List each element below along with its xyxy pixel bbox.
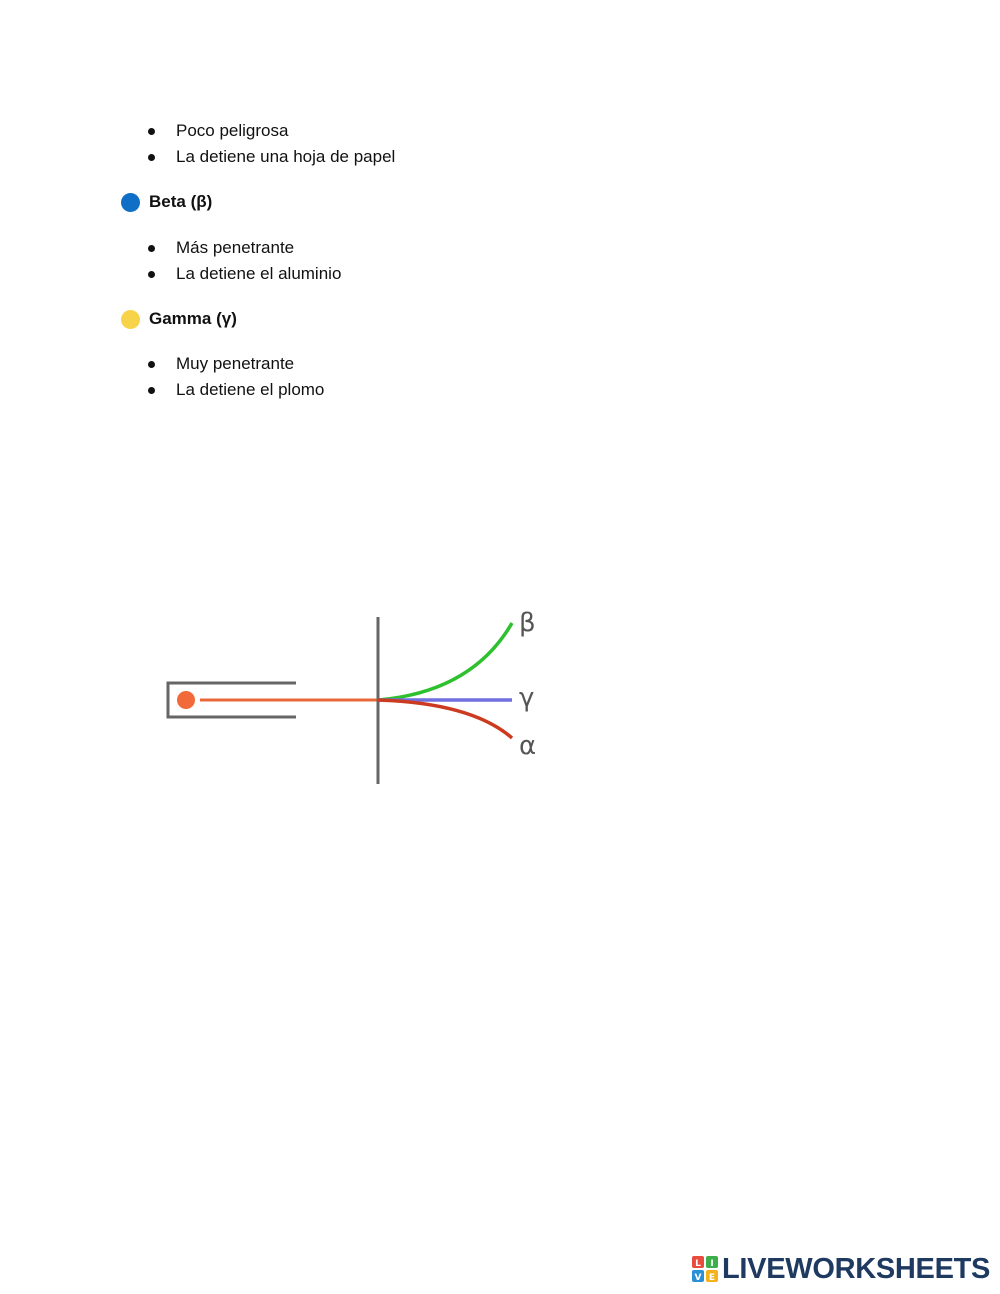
gamma-title: Gamma (γ) <box>149 309 237 328</box>
gamma-heading <box>121 308 237 330</box>
radiation-deflection-diagram <box>150 600 570 800</box>
yellow-dot-icon <box>121 310 140 329</box>
alpha-trajectory <box>378 700 512 738</box>
alpha-properties-list <box>148 118 395 169</box>
list-item: La detiene el aluminio <box>148 261 341 287</box>
radioactive-source <box>177 691 195 709</box>
logo-tile-letter: I <box>710 1259 714 1269</box>
gamma-label: γ <box>519 683 535 713</box>
list-item: La detiene una hoja de papel <box>148 144 395 170</box>
list-item: La detiene el plomo <box>148 377 324 403</box>
beta-properties-list <box>148 235 341 286</box>
logo-tile-letter: L <box>695 1259 701 1269</box>
beta-label: β <box>519 608 536 638</box>
liveworksheets-logo <box>692 1254 990 1284</box>
alpha-label: α <box>519 731 537 761</box>
list-item: Muy penetrante <box>148 351 324 377</box>
liveworksheets-logo-icon <box>692 1256 718 1282</box>
beta-title: Beta (β) <box>149 192 213 211</box>
logo-wordmark: LIVEWORKSHEETS <box>722 1252 991 1285</box>
logo-tile-letter: E <box>708 1273 716 1282</box>
beta-heading <box>121 191 212 213</box>
blue-dot-icon <box>121 193 140 212</box>
logo-tile-letter: V <box>694 1273 702 1282</box>
list-item: Poco peligrosa <box>148 118 395 144</box>
gamma-properties-list <box>148 351 324 402</box>
list-item: Más penetrante <box>148 235 341 261</box>
beta-trajectory <box>378 623 512 700</box>
